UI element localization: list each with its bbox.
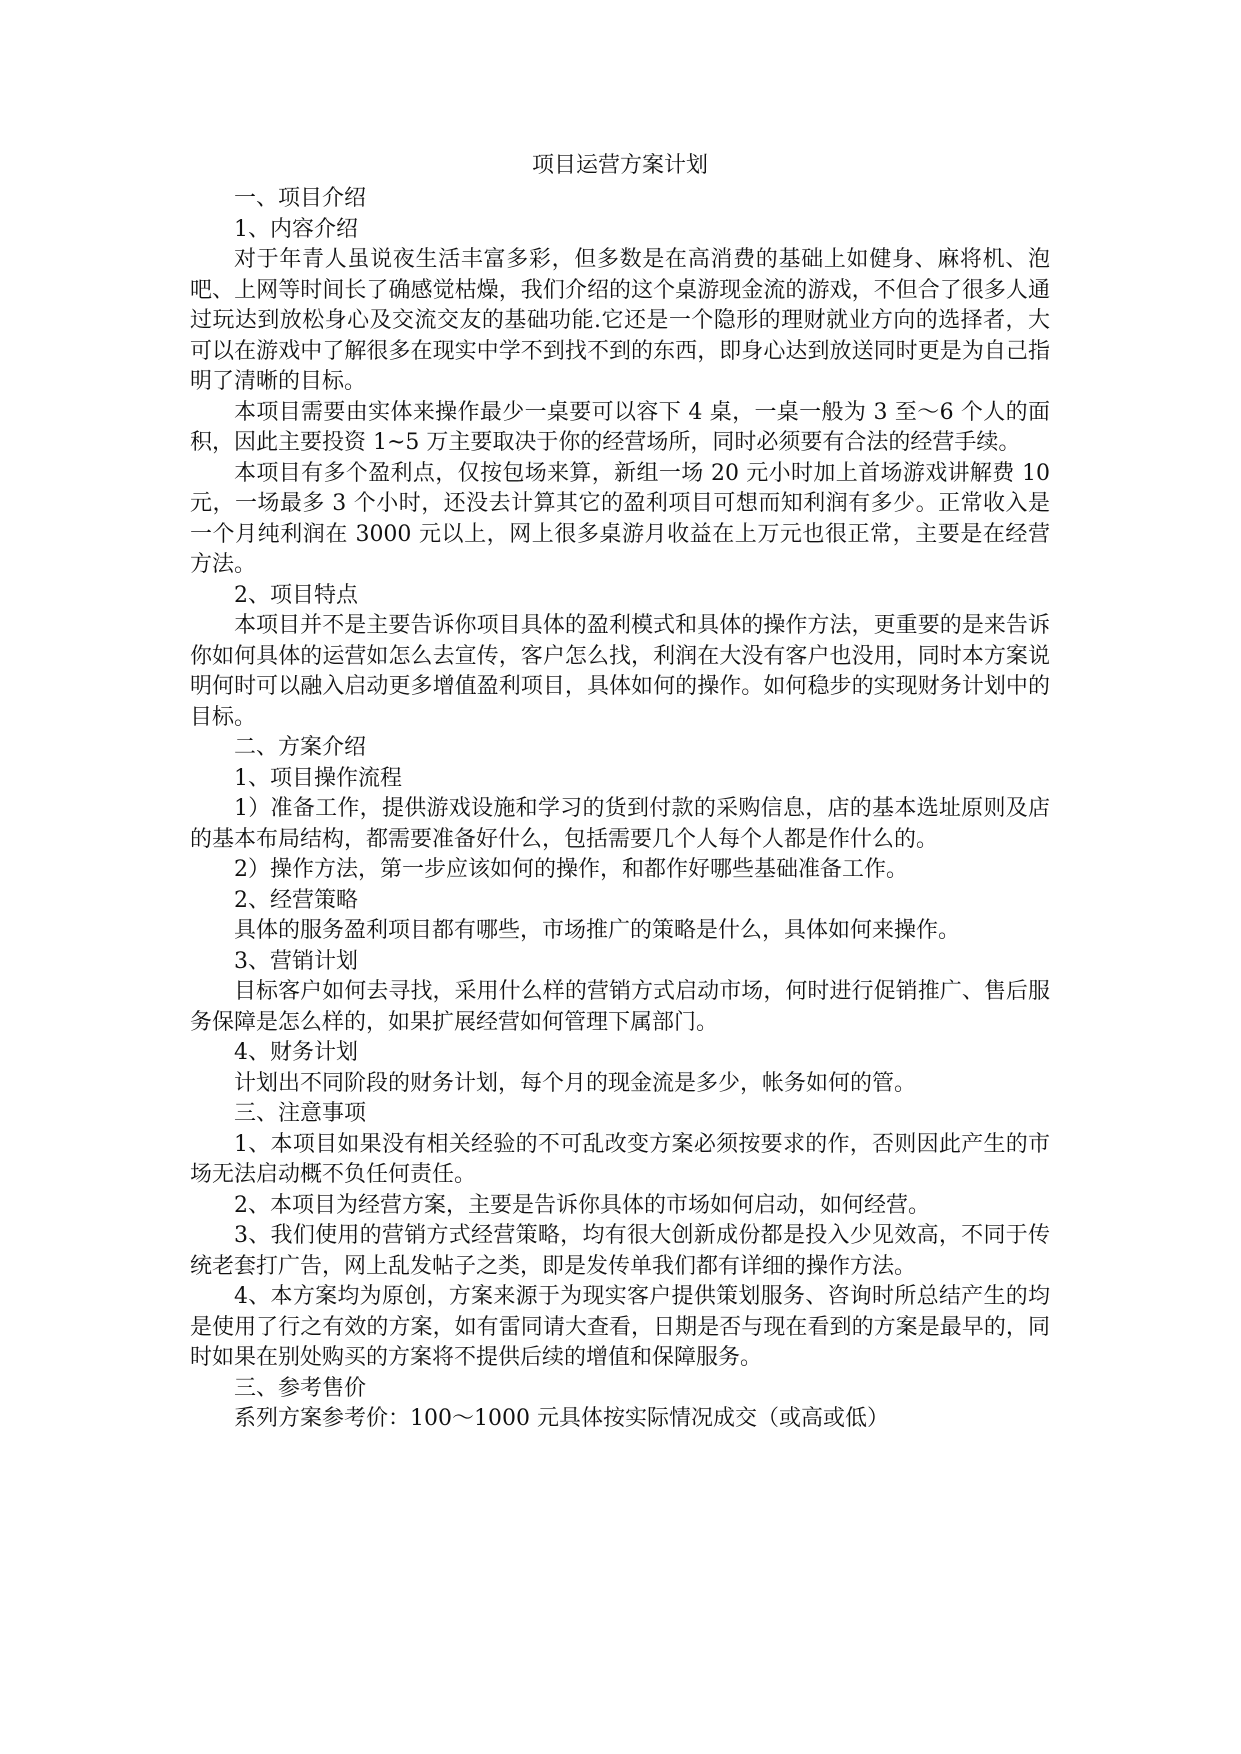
paragraph: 1）准备工作，提供游戏设施和学习的货到付款的采购信息，店的基本选址原则及店的基本布局结构，都需要准备好什么，包括需要几个人每个人都是作什么的。: [190, 796, 1050, 852]
paragraph: 本项目需要由实体来操作最少一桌要可以容下 4 桌，一桌一般为 3 至～6 个人的面积，因此主要投资 1~5 万主要取决于你的经营场所，同时必须要有合法的经营手续。: [190, 399, 1050, 455]
paragraph: 计划出不同阶段的财务计划，每个月的现金流是多少，帐务如何的管。: [234, 1070, 917, 1096]
paragraph: 本项目并不是主要告诉你项目具体的盈利模式和具体的操作方法，更重要的是来告诉你如何具体的运营如怎么去宣传，客户怎么找，利润在大没有客户也没用，同时本方案说明何时可以融入启动更多增值盈利项目，具体如何的操作。如何稳步的实现财务计划中的目标。: [190, 613, 1050, 730]
subheading-finance: 4、财务计划: [234, 1040, 358, 1065]
section-heading-intro: 一、项目介绍: [234, 186, 367, 211]
paragraph: 4、本方案均为原创，方案来源于为现实客户提供策划服务、咨询时所总结产生的均是使用了行之有效的方案，如有雷同请大查看，日期是否与现在看到的方案是最早的，同时如果在别处购买的方案将不提供后续的增值和保障服务。: [190, 1284, 1050, 1370]
paragraph: 系列方案参考价：100～1000 元具体按实际情况成交（或高或低）: [234, 1406, 889, 1431]
subheading-process: 1、项目操作流程: [234, 765, 402, 791]
paragraph: 本项目有多个盈利点，仅按包场来算，新组一场 20 元小时加上首场游戏讲解费 10 元，一场最多 3 个小时，还没去计算其它的盈利项目可想而知利润有多少。正常收入是一个月纯利润在 3000 元以上，网上很多桌游月收益在上万元也很正常，主要是在经营方法。: [190, 460, 1050, 577]
paragraph: 2）操作方法，第一步应该如何的操作，和都作好哪些基础准备工作。: [234, 857, 908, 882]
section-heading-notes: 三、注意事项: [234, 1101, 367, 1126]
paragraph: 2、本项目为经营方案，主要是告诉你具体的市场如何启动，如何经营。: [234, 1192, 930, 1218]
paragraph: 具体的服务盈利项目都有哪些，市场推广的策略是什么，具体如何来操作。: [234, 918, 961, 943]
paragraph: 3、我们使用的营销方式经营策略，均有很大创新成份都是投入少见效高，不同于传统老套打广告，网上乱发帖子之类，即是发传单我们都有详细的操作方法。: [190, 1223, 1050, 1279]
subheading-features: 2、项目特点: [234, 582, 358, 608]
document-page: [190, 148, 1050, 1435]
paragraph: 目标客户如何去寻找，采用什么样的营销方式启动市场，何时进行促销推广、售后服务保障是怎么样的，如果扩展经营如何管理下属部门。: [190, 979, 1050, 1035]
document-title: 项目运营方案计划: [531, 153, 708, 178]
paragraph: 对于年青人虽说夜生活丰富多彩，但多数是在高消费的基础上如健身、麻将机、泡吧、上网等时间长了确感觉枯燥，我们介绍的这个桌游现金流的游戏，不但合了很多人通过玩达到放松身心及交流交友的基础功能.它还是一个隐形的理财就业方向的选择者，大可以在游戏中了解很多在现实中学不到找不到的东西，即身心达到放送同时更是为自己指明了清晰的目标。: [190, 247, 1050, 394]
subheading-strategy: 2、经营策略: [234, 887, 358, 913]
subheading-marketing: 3、营销计划: [234, 948, 358, 974]
subheading-content-intro: 1、内容介绍: [234, 216, 358, 242]
paragraph: 1、本项目如果没有相关经验的不可乱改变方案必须按要求的作，否则因此产生的市场无法启动概不负任何责任。: [190, 1131, 1050, 1187]
section-heading-plan: 二、方案介绍: [234, 735, 367, 760]
section-heading-price: 三、参考售价: [234, 1375, 367, 1401]
